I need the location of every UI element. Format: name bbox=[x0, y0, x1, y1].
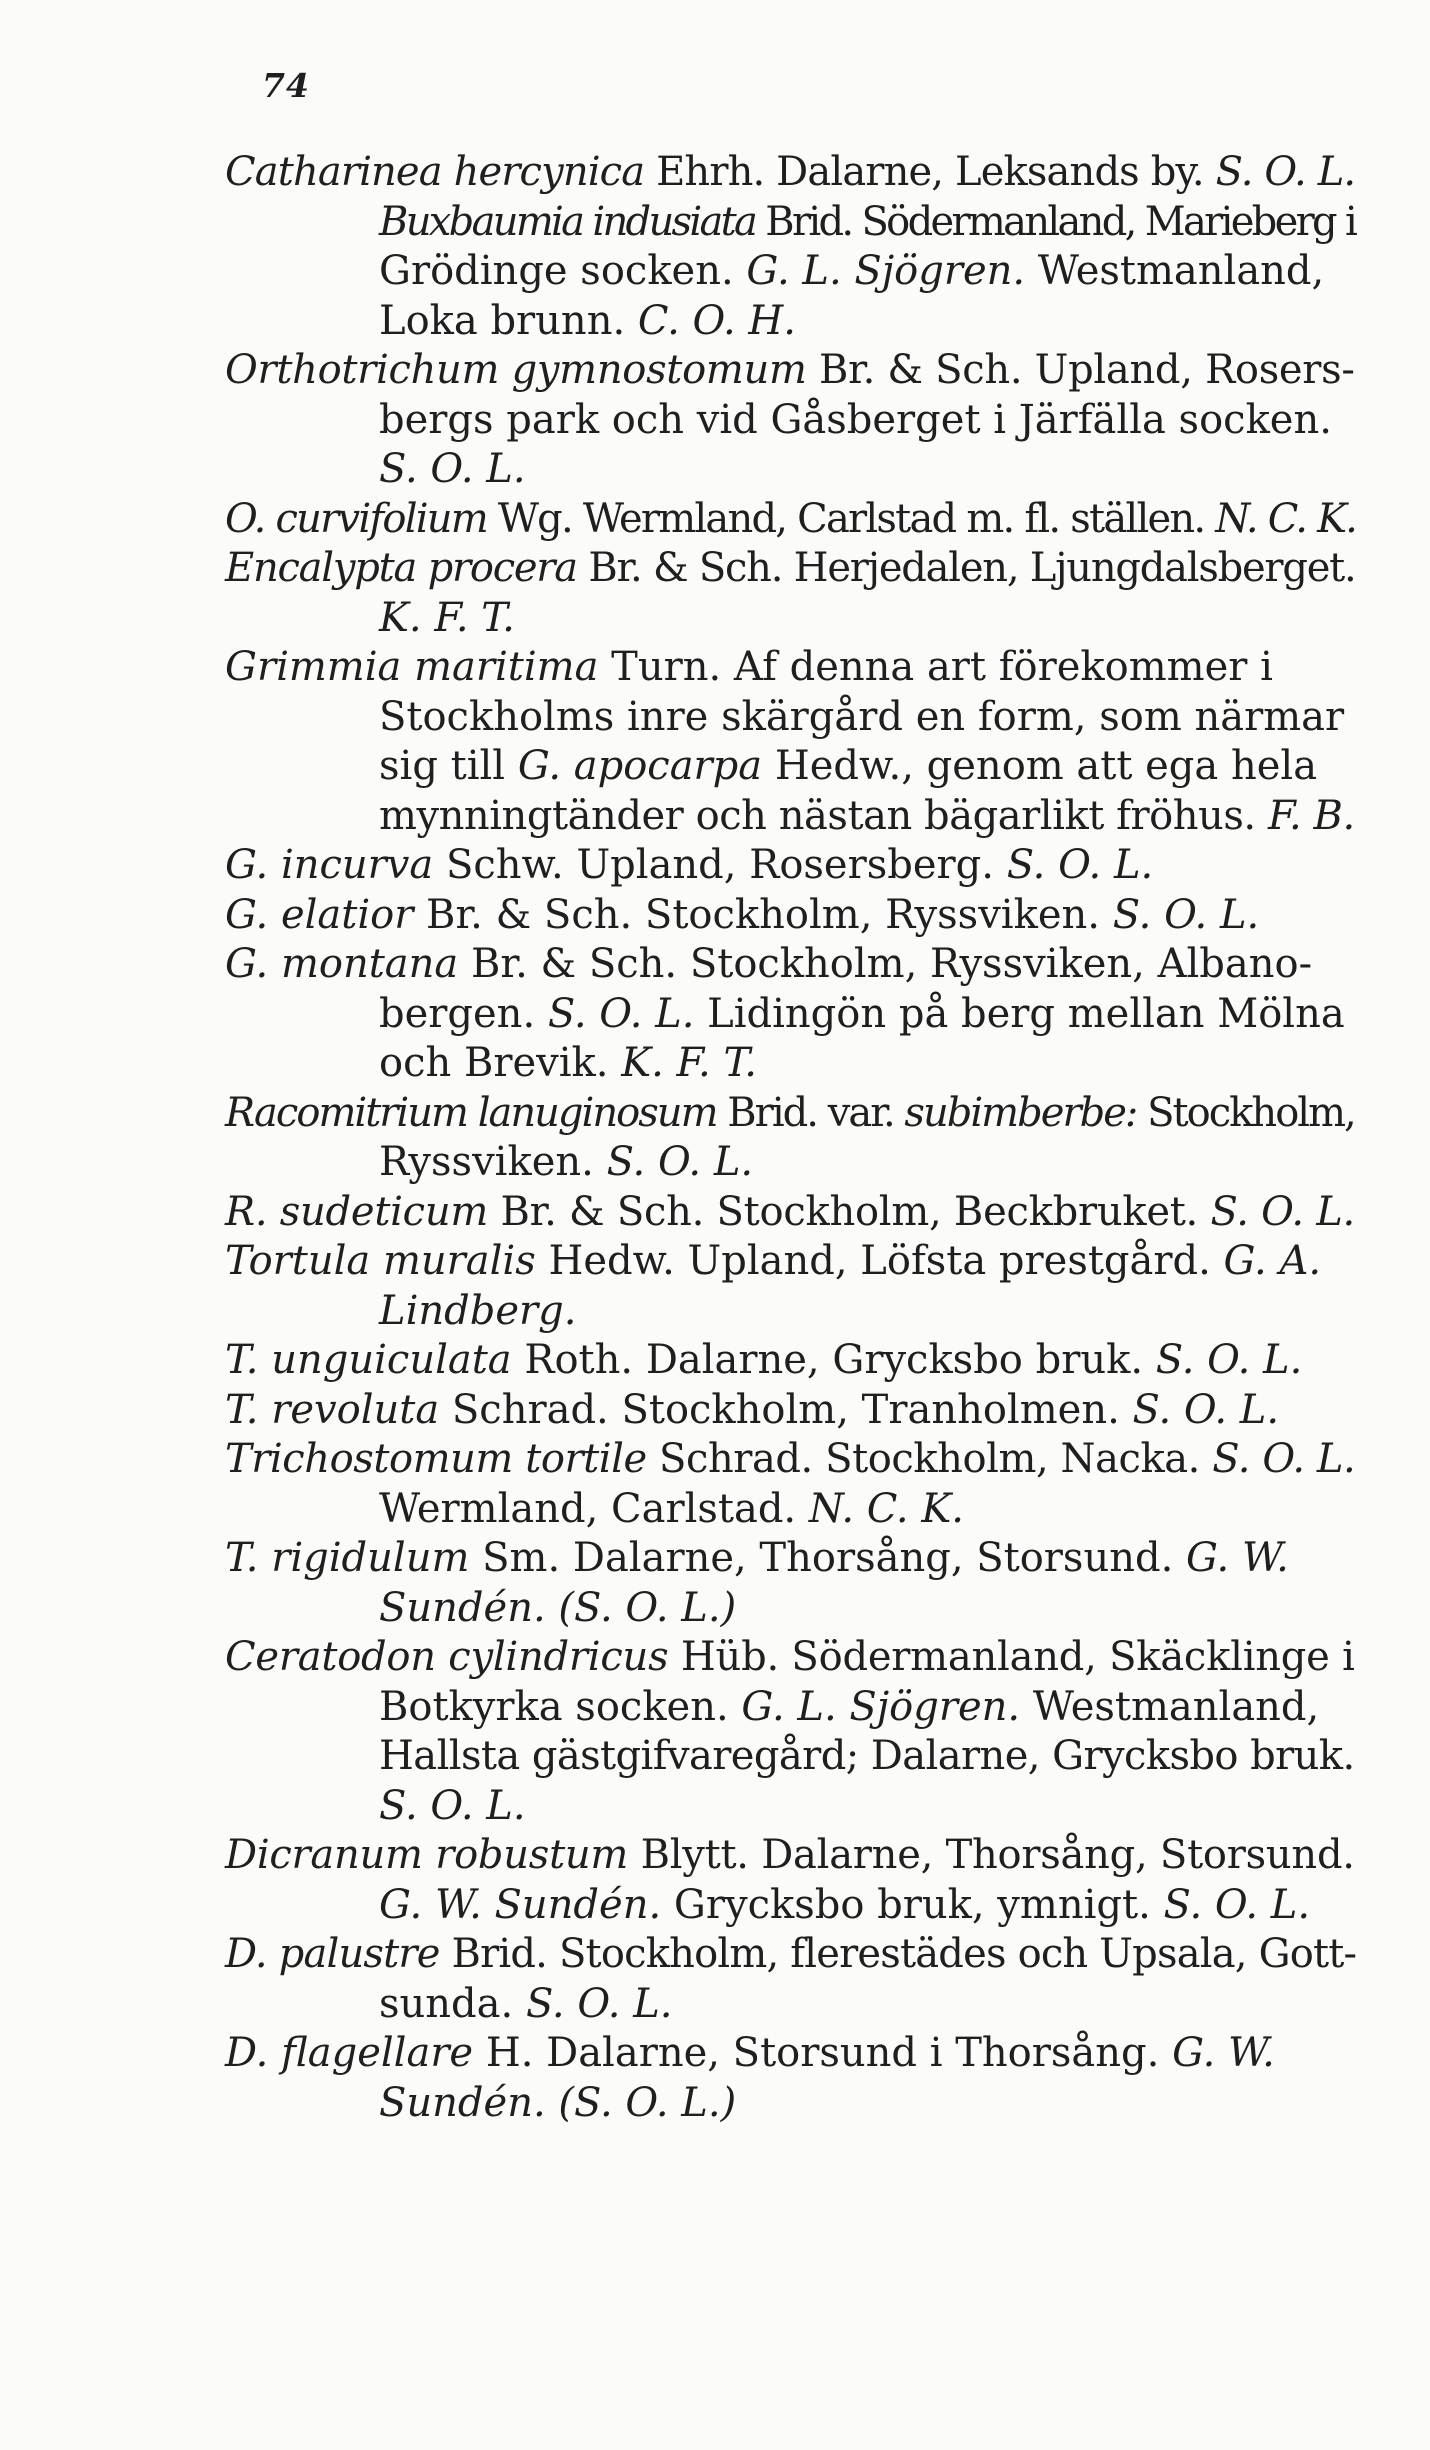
italic-text-run: D. flagellare bbox=[225, 2030, 474, 2076]
italic-text-run: T. unguiculata bbox=[225, 1337, 512, 1383]
text-run: Roth. Dalarne, Grycksbo bruk. bbox=[511, 1337, 1156, 1383]
italic-text-run: Sundén. (S. O. L.) bbox=[379, 1584, 737, 1631]
text-run: Westmanland, bbox=[1020, 1683, 1320, 1730]
italic-text-run: K. F. T. bbox=[621, 1040, 757, 1086]
text-run: Grödinge socken. bbox=[379, 248, 747, 294]
text-line bbox=[225, 1980, 1355, 2030]
italic-text-run: S. O. L. bbox=[379, 446, 526, 492]
italic-text-run: T. revoluta bbox=[225, 1386, 440, 1433]
italic-text-run: S. O. L. bbox=[379, 1782, 526, 1829]
italic-text-run: Trichostomum tortile bbox=[225, 1436, 647, 1482]
text-run: Lidingön på berg mellan Mölna bbox=[694, 990, 1345, 1037]
italic-text-run: D. palustre bbox=[225, 1931, 440, 1977]
text-line bbox=[225, 346, 1355, 396]
italic-text-run: G. elatior bbox=[225, 891, 414, 938]
text-run: bergen. bbox=[379, 990, 548, 1037]
text-run: Schw. Upland, Rosersberg. bbox=[433, 842, 1007, 888]
text-line bbox=[225, 1188, 1355, 1238]
text-line bbox=[225, 594, 1355, 644]
text-run: Brid. Södermanland, Marieberg i bbox=[755, 198, 1356, 245]
italic-text-run: S. O. L. bbox=[1163, 1881, 1311, 1928]
text-line bbox=[225, 1386, 1355, 1436]
italic-text-run: O. curvifolium bbox=[225, 495, 487, 542]
italic-text-run: Orthotrichum gymnostomum bbox=[225, 347, 807, 393]
text-run: H. Dalarne, Storsund i Thorsång. bbox=[473, 2030, 1173, 2076]
text-line bbox=[225, 198, 1355, 248]
text-line bbox=[225, 1930, 1355, 1980]
text-run: Hüb. Södermanland, Skäcklinge i bbox=[668, 1634, 1355, 1680]
text-line bbox=[225, 495, 1355, 545]
text-line bbox=[225, 2079, 1355, 2129]
text-run: Wg. Wermland, Carlstad m. fl. ställen. bbox=[486, 495, 1216, 542]
text-run: Ryssviken. bbox=[379, 1139, 607, 1185]
text-line bbox=[225, 1683, 1355, 1733]
italic-text-run: S. O. L. bbox=[1215, 149, 1356, 195]
text-run: Ehrh. Dalarne, Leksands by. bbox=[644, 149, 1216, 195]
italic-text-run: G. L. Sjögren. bbox=[746, 248, 1026, 294]
text-run: Hedw. Upland, Löfsta prestgård. bbox=[535, 1238, 1224, 1284]
species-list bbox=[225, 148, 1355, 2128]
italic-text-run: Catharinea hercynica bbox=[225, 149, 645, 195]
text-line bbox=[225, 396, 1355, 446]
text-run: Loka brunn. bbox=[379, 297, 638, 344]
text-line bbox=[225, 544, 1355, 594]
text-line bbox=[225, 841, 1355, 891]
italic-text-run: Racomitrium lanuginosum bbox=[225, 1089, 717, 1136]
text-line bbox=[225, 1881, 1355, 1931]
text-line bbox=[225, 1435, 1355, 1485]
italic-text-run: G. W. Sundén. bbox=[379, 1881, 662, 1928]
text-line bbox=[225, 1485, 1355, 1535]
italic-text-run: C. O. H. bbox=[637, 297, 796, 344]
text-run: mynningtänder och nästan bägarlikt fröhus. bbox=[379, 792, 1268, 839]
text-line bbox=[225, 445, 1355, 495]
italic-text-run: N. C. K. bbox=[808, 1485, 964, 1532]
italic-text-run: subimberbe: bbox=[904, 1089, 1137, 1136]
page-number: 74 bbox=[262, 66, 310, 105]
text-line bbox=[225, 1782, 1355, 1832]
text-run: bergs park och vid Gåsberget i Järfälla socken. bbox=[379, 396, 1332, 443]
italic-text-run: G. L. Sjögren. bbox=[741, 1683, 1021, 1730]
italic-text-run: S. O. L. bbox=[1006, 842, 1154, 888]
text-line bbox=[225, 247, 1355, 297]
italic-text-run: Encalypta procera bbox=[225, 545, 577, 591]
italic-text-run: G. incurva bbox=[225, 842, 434, 888]
text-line bbox=[225, 1732, 1355, 1782]
text-line bbox=[225, 1237, 1355, 1287]
text-run: sig till bbox=[379, 743, 518, 789]
text-run: Botkyrka socken. bbox=[379, 1683, 742, 1730]
text-line bbox=[225, 1633, 1355, 1683]
text-run: Stockholms inre skärgård en form, som närmar bbox=[379, 693, 1345, 740]
italic-text-run: S. O. L. bbox=[1132, 1386, 1280, 1433]
text-line bbox=[225, 1336, 1355, 1386]
text-run: sunda. bbox=[379, 1980, 526, 2027]
text-line bbox=[225, 742, 1355, 792]
text-line bbox=[225, 1534, 1355, 1584]
italic-text-run: G. W. bbox=[1186, 1535, 1289, 1581]
text-line bbox=[225, 643, 1355, 693]
text-line bbox=[225, 2029, 1355, 2079]
text-run: Grycksbo bruk, ymnigt. bbox=[661, 1881, 1164, 1928]
text-run: Brid. Stockholm, flerestädes och Upsala, Gott- bbox=[439, 1931, 1357, 1977]
text-line bbox=[225, 1831, 1355, 1881]
text-line bbox=[225, 1138, 1355, 1188]
italic-text-run: S. O. L. bbox=[547, 990, 695, 1037]
italic-text-run: Ceratodon cylindricus bbox=[225, 1634, 669, 1680]
text-run: Schrad. Stockholm, Tranholmen. bbox=[439, 1386, 1133, 1433]
text-run: Br. & Sch. Upland, Rosers- bbox=[806, 347, 1355, 393]
text-run: Br. & Sch. Herjedalen, Ljungdalsberget. bbox=[576, 545, 1356, 591]
text-run: Br. & Sch. Stockholm, Beckbruket. bbox=[488, 1188, 1211, 1235]
italic-text-run: T. rigidulum bbox=[225, 1535, 470, 1581]
italic-text-run: S. O. L. bbox=[525, 1980, 673, 2027]
italic-text-run: G. montana bbox=[225, 941, 459, 987]
text-run: Hallsta gästgifvaregård; Dalarne, Grycksbo bruk. bbox=[379, 1733, 1355, 1779]
text-run: Schrad. Stockholm, Nacka. bbox=[646, 1436, 1213, 1482]
text-line bbox=[225, 1584, 1355, 1634]
text-run: Westmanland, bbox=[1025, 248, 1325, 294]
italic-text-run: Buxbaumia indusiata bbox=[379, 198, 756, 245]
text-run: Sm. Dalarne, Thorsång, Storsund. bbox=[469, 1535, 1187, 1581]
italic-text-run: G. apocarpa bbox=[517, 743, 763, 789]
italic-text-run: S. O. L. bbox=[1212, 1436, 1356, 1482]
italic-text-run: K. F. T. bbox=[379, 594, 515, 641]
text-line bbox=[225, 792, 1355, 842]
italic-text-run: R. sudeticum bbox=[225, 1188, 489, 1235]
text-run: Hedw., genom att ega hela bbox=[762, 743, 1318, 789]
italic-text-run: G. W. bbox=[1172, 2030, 1275, 2076]
italic-text-run: Sundén. (S. O. L.) bbox=[379, 2079, 737, 2126]
text-run: Wermland, Carlstad. bbox=[379, 1485, 809, 1532]
text-line bbox=[225, 891, 1355, 941]
text-run: Br. & Sch. Stockholm, Ryssviken. bbox=[413, 891, 1113, 938]
italic-text-run: F. B. bbox=[1267, 792, 1355, 839]
text-run: Brid. var. bbox=[716, 1089, 905, 1136]
italic-text-run: N. C. K. bbox=[1215, 495, 1357, 542]
italic-text-run: S. O. L. bbox=[1112, 891, 1260, 938]
text-run: och Brevik. bbox=[379, 1040, 622, 1086]
italic-text-run: Dicranum robustum bbox=[225, 1832, 629, 1878]
text-run: Br. & Sch. Stockholm, Ryssviken, Albano- bbox=[458, 941, 1313, 987]
text-line bbox=[225, 693, 1355, 743]
text-line bbox=[225, 940, 1355, 990]
italic-text-run: S. O. L. bbox=[1210, 1188, 1356, 1235]
text-run: Blytt. Dalarne, Thorsång, Storsund. bbox=[628, 1832, 1355, 1878]
text-line bbox=[225, 297, 1355, 347]
text-line bbox=[225, 1089, 1355, 1139]
text-line bbox=[225, 1039, 1355, 1089]
italic-text-run: Grimmia maritima bbox=[225, 644, 599, 690]
italic-text-run: Tortula muralis bbox=[225, 1238, 536, 1284]
text-run: Turn. Af denna art förekommer i bbox=[598, 644, 1273, 690]
italic-text-run: Lindberg. bbox=[379, 1287, 577, 1334]
text-line bbox=[225, 148, 1355, 198]
text-line bbox=[225, 990, 1355, 1040]
text-line bbox=[225, 1287, 1355, 1337]
italic-text-run: G. A. bbox=[1223, 1238, 1322, 1284]
italic-text-run: S. O. L. bbox=[1155, 1337, 1303, 1383]
text-run: Stockholm, bbox=[1136, 1089, 1355, 1136]
italic-text-run: S. O. L. bbox=[606, 1139, 754, 1185]
